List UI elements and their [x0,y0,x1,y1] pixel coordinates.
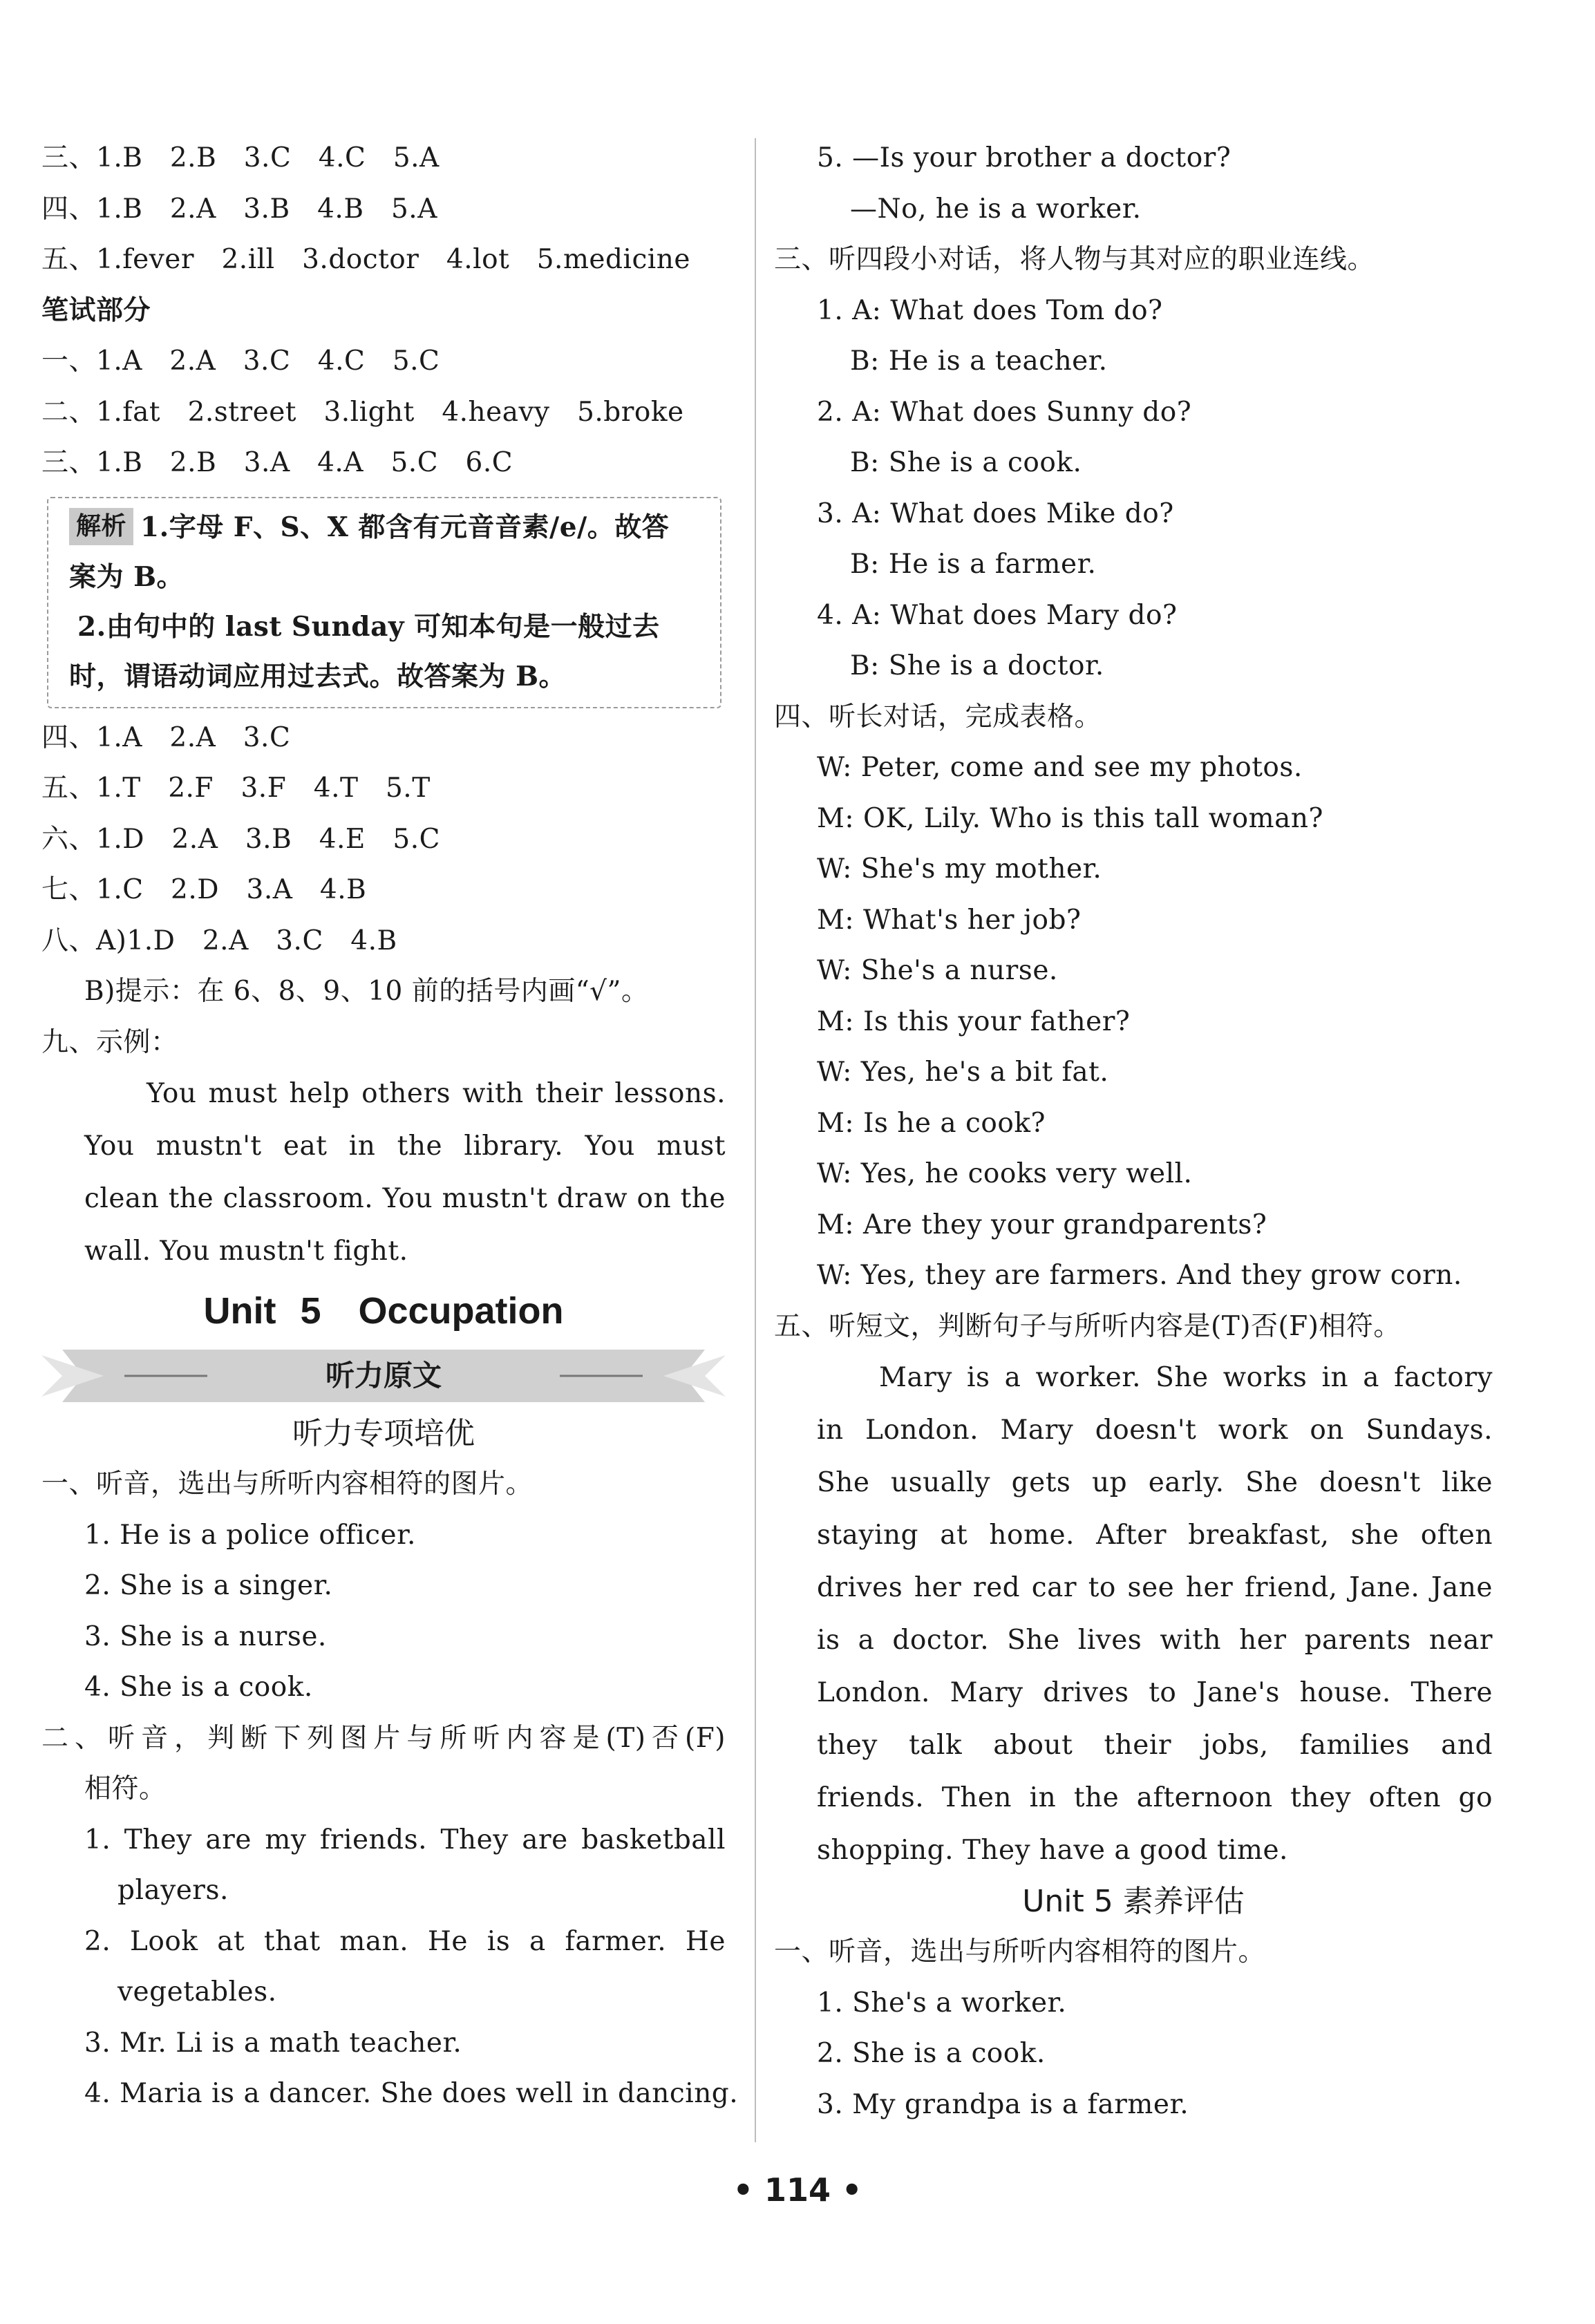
analysis-line: 时，谓语动词应用过去式。故答案为 B。 [69,660,567,692]
list-item: 1. She's a worker. [817,1987,1067,2019]
dialog-line: 4. A: What does Mary do? [817,599,1178,631]
passage-line: Mary is a worker. She works in a factory [879,1362,1493,1393]
page-number: • 114 • [733,2171,862,2209]
analysis-line: 1.字母 F、S、X 都含有元音音素/e/。故答 [140,511,670,543]
question-title: 二、听音，判断下列图片与所听内容是(T)否(F) [41,1722,726,1754]
dialog-line: W: Yes, he's a bit fat. [817,1057,1109,1088]
example-line: wall. You mustn't fight. [84,1236,408,1267]
dialog-line: B: She is a cook. [850,447,1082,478]
passage-line: She usually gets up early. She doesn't like [817,1467,1493,1498]
passage-line: they talk about their jobs, families and [817,1730,1493,1761]
section-banner [41,1343,726,1409]
dialog-line: 1. A: What does Tom do? [817,294,1163,326]
answer-line: 四、1.A 2.A 3.C [41,721,291,753]
dialog-line: W: Yes, they are farmers. And they grow corn. [817,1260,1462,1291]
analysis-line: 2.由句中的 last Sunday 可知本句是一般过去 [77,610,660,643]
column-divider [755,138,756,2142]
analysis-tag: 解析 [69,508,133,545]
dialog-line: B: He is a teacher. [850,346,1108,377]
list-item-cont: players. [117,1875,229,1906]
list-item: 4. She is a cook. [84,1672,313,1703]
question-title: 四、听长对话，完成表格。 [774,701,1102,733]
example-label: 九、示例： [41,1026,178,1058]
passage-line: is a doctor. She lives with her parents near [817,1625,1493,1656]
dialog-line: W: Peter, come and see my photos. [817,752,1303,783]
passage-line: friends. Then in the afternoon they often go [817,1782,1493,1813]
dialog-line: 5. —Is your brother a doctor? [817,142,1231,173]
analysis-box [47,497,721,708]
answer-line: 五、1.fever 2.ill 3.doctor 4.lot 5.medicine [41,244,690,275]
right-column [774,133,1493,2130]
answer-line: 八、A)1.D 2.A 3.C 4.B [41,925,397,956]
dialog-line: M: Are they your grandparents? [817,1209,1267,1240]
answer-line: 二、1.fat 2.street 3.light 4.heavy 5.broke [41,396,684,428]
unit-title: Unit 5 Occupation [203,1290,564,1332]
list-item: 1. He is a police officer. [84,1519,416,1551]
list-item-cont: vegetables. [117,1976,277,2007]
answer-line: 六、1.D 2.A 3.B 4.E 5.C [41,823,440,855]
left-column [41,133,739,2119]
dialog-line: M: What's her job? [817,904,1082,936]
example-line: You mustn't eat in the library. You must [84,1131,726,1162]
answer-line: 五、1.T 2.F 3.F 4.T 5.T [41,773,431,804]
question-title: 一、听音，选出与所听内容相符的图片。 [774,1936,1266,1967]
passage-line: London. Mary drives to Jane's house. There [817,1677,1493,1708]
dialog-line: M: OK, Lily. Who is this tall woman? [817,802,1323,834]
hint-line: B)提示：在 6、8、9、10 前的括号内画“√”。 [84,976,649,1007]
section-subtitle: 听力专项培优 [292,1416,475,1451]
dialog-line: W: She's a nurse. [817,955,1058,986]
dialog-line: W: Yes, he cooks very well. [817,1158,1193,1189]
question-title-cont: 相符。 [84,1773,167,1804]
answer-line: 七、1.C 2.D 3.A 4.B [41,874,367,905]
written-section-heading: 笔试部分 [41,294,151,326]
answer-line: 三、1.B 2.B 3.A 4.A 5.C 6.C [41,447,513,478]
dialog-line: M: Is he a cook? [817,1107,1046,1139]
banner-title: 听力原文 [325,1359,442,1392]
list-item: 3. My grandpa is a farmer. [817,2088,1189,2120]
dialog-line: M: Is this your father? [817,1005,1131,1037]
question-title: 三、听四段小对话，将人物与其对应的职业连线。 [774,244,1375,275]
example-line: clean the classroom. You mustn't draw on the [84,1183,726,1214]
list-item: 3. Mr. Li is a math teacher. [84,2027,462,2059]
passage-line: in London. Mary doesn't work on Sundays. [817,1415,1493,1446]
answer-line: 三、1.B 2.B 3.C 4.C 5.A [41,142,440,173]
passage-line: staying at home. After breakfast, she often [817,1520,1493,1551]
dialog-line: B: He is a farmer. [850,549,1097,580]
answer-line: 四、1.B 2.A 3.B 4.B 5.A [41,193,437,225]
dialog-line: 2. A: What does Sunny do? [817,396,1192,428]
list-item: 2. Look at that man. He is a farmer. He [84,1925,726,1957]
list-item: 2. She is a singer. [84,1570,333,1601]
answer-line: 一、1.A 2.A 3.C 4.C 5.C [41,346,440,377]
dialog-line: —No, he is a worker. [850,193,1142,225]
question-title: 一、听音，选出与所听内容相符的图片。 [41,1468,534,1500]
list-item: 1. They are my friends. They are basketball [84,1824,726,1855]
example-line: You must help others with their lessons. [147,1078,726,1109]
question-title: 五、听短文，判断句子与所听内容是(T)否(F)相符。 [774,1310,1401,1342]
dialog-line: 3. A: What does Mike do? [817,498,1174,529]
list-item: 4. Maria is a dancer. She does well in dancing. [84,2078,739,2109]
list-item: 2. She is a cook. [817,2038,1046,2069]
passage-line: shopping. They have a good time. [817,1835,1288,1866]
passage-line: drives her red car to see her friend, Jane. Jane [817,1572,1493,1603]
analysis-line: 案为 B。 [69,560,185,593]
dialog-line: B: She is a doctor. [850,650,1104,681]
list-item: 3. She is a nurse. [84,1621,327,1652]
eval-title: Unit 5 素养评估 [1022,1884,1245,1919]
dialog-line: W: She's my mother. [817,853,1102,885]
